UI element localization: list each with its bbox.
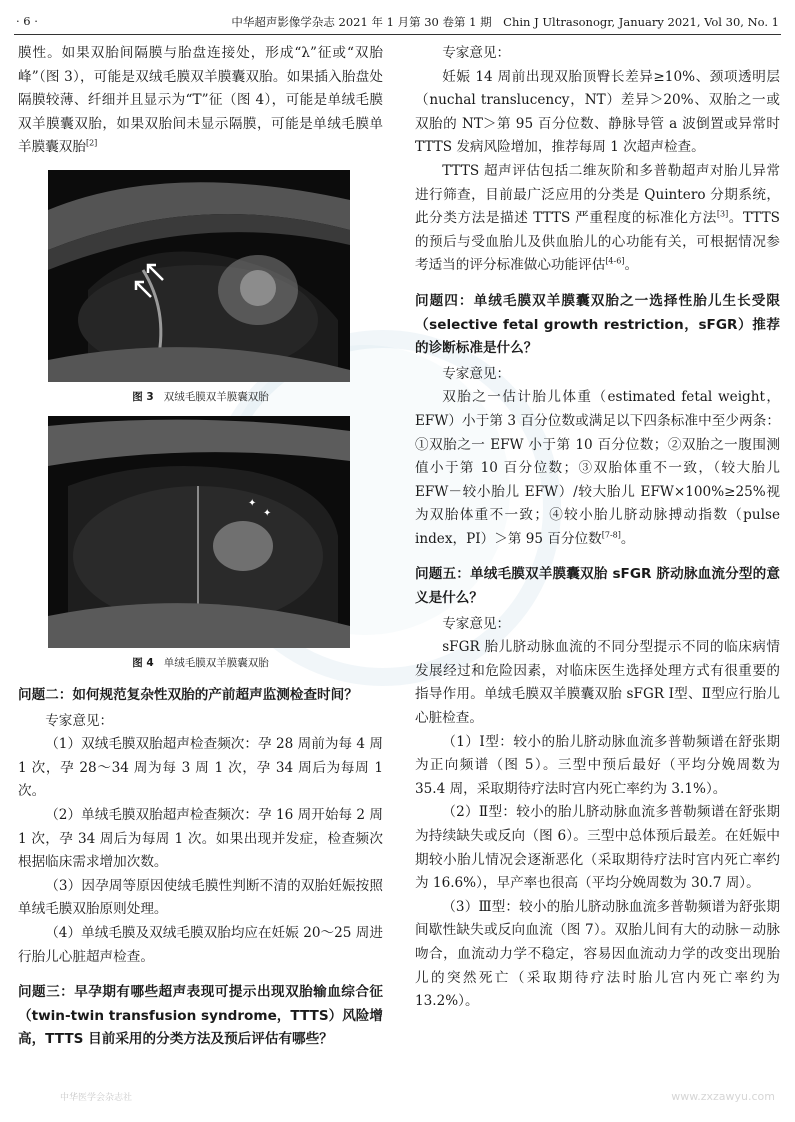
ultrasound-image-fig3	[48, 170, 350, 382]
running-header	[14, 8, 781, 35]
svg-text:✦: ✦	[248, 497, 257, 509]
figure-caption: 图 4 单绒毛膜双羊膜囊双胎	[132, 656, 269, 669]
journal-citation: 中华超声影像学杂志 2021 年 1 月第 30 卷第 1 期 Chin J Ultrasonogr, January 2021, Vol 30, No. 1	[231, 15, 779, 29]
left-column	[18, 42, 383, 1054]
right-column	[415, 42, 780, 1014]
figure-label: 图 3	[132, 390, 154, 403]
expert-opinion-label: 专家意见：	[442, 45, 511, 61]
expert-opinion-label: 专家意见：	[442, 365, 511, 382]
figure-3	[18, 170, 383, 406]
paragraph: （2）单绒毛膜双胎超声检查频次：孕 16 周开始每 2 周 1 次，孕 34 周后为每周 1 次。如果出现并发症，检查频次根据临床需求增加次数。	[18, 806, 383, 871]
paragraph: （1）双绒毛膜双胎超声检查频次：孕 28 周前为每 4 周 1 次，孕 28～34 周为每 3 周 1 次，孕 34 周后为每周 1 次。	[18, 736, 383, 800]
paragraph: 双胎之一估计胎儿体重（estimated fetal weight，EFW）小于第 3 百分位数或满足以下四条标准中至少两条：①双胎之一 EFW 小于第 10 百分位数；②双胎之一腹围测值小于第 10 百分位数；③双胎体重不一致，（较大胎儿 EFW－较小胎儿 EFW）/较大胎儿 EFW×100%≥25%视为双胎体重不一致；④较小胎儿脐动脉搏动指数（pulse index，PI）＞第 95 百分位数[7-8]。	[415, 389, 780, 547]
paragraph: sFGR 胎儿脐动脉血流的不同分型提示不同的临床病情发展经过和危险因素，对临床医生选择处理方式有很重要的指导作用。单绒毛膜双羊膜囊双胎 sFGR Ⅰ型、Ⅱ型应行胎儿心脏检查。	[415, 639, 780, 727]
paragraph: （2）Ⅱ型：较小的胎儿脐动脉血流多普勒频谱在舒张期为持续缺失或反向（图 6）。三型中总体预后最差。在妊娠中期较小胎儿情况会逐渐恶化（采取期待疗法时宫内死亡率约为 16.6%），早产率也很高（平均分娩周数为 30.7 周）。	[415, 804, 780, 892]
reference: [7-8]	[601, 530, 621, 540]
reference: [3]	[716, 209, 729, 219]
section-heading-q5: 问题五：单绒毛膜双羊膜囊双胎 sFGR 脐动脉血流分型的意义是什么？	[415, 566, 780, 607]
section-heading-q4: 问题四：单绒毛膜双羊膜囊双胎之一选择性胎儿生长受限（selective fetal growth restriction，sFGR）推荐的诊断标准是什么？	[415, 292, 780, 357]
paragraph: （3）Ⅲ型：较小的胎儿脐动脉血流多普勒频谱为舒张期间歇性缺失或反向血流（图 7）。双胎儿间有大的动脉－动脉吻合，血流动力学不稳定，容易因血流动力学的改变出现胎儿的突然死亡（采取期待疗法时胎儿宫内死亡率约为 13.2%）。	[415, 898, 780, 1010]
expert-opinion-label: 专家意见：	[442, 615, 511, 632]
paragraph: （3）因孕周等原因使绒毛膜性判断不清的双胎妊娠按照单绒毛膜双胎原则处理。	[18, 877, 383, 918]
footer-watermark-right: www.zxzawyu.com	[671, 1090, 775, 1103]
figure-label: 图 4	[132, 656, 154, 669]
paragraph: TTTS 超声评估包括二维灰阶和多普勒超声对胎儿异常进行筛查，目前最广泛应用的分类是 Quintero 分期系统，此分类方法是描述 TTTS 严重程度的标准化方法[3]。TTTS 的预后与受血胎儿及供血胎儿的心功能有关，可根据情况参考适当的评分标准做心功能评估[4-6]。	[415, 162, 780, 274]
svg-text:✦: ✦	[263, 507, 272, 519]
figure-caption: 图 3 双绒毛膜双羊膜囊双胎	[132, 390, 269, 403]
figure-4	[18, 416, 383, 672]
section-heading-q2: 问题二：如何规范复杂性双胎的产前超声监测检查时间？	[18, 686, 358, 703]
paragraph: 妊娠 14 周前出现双胎顶臀长差异≥10%、颈项透明层（nuchal translucency，NT）差异＞20%、双胎之一或双胎的 NT＞第 95 百分位数、静脉导管 a 波倒置或异常时 TTTS 发病风险增加，推荐每周 1 次超声检查。	[415, 68, 780, 156]
reference: [4-6]	[605, 256, 625, 266]
ultrasound-image-fig4	[48, 416, 350, 648]
section-heading-q3: 问题三：早孕期有哪些超声表现可提示出现双胎输血综合征（twin-twin transfusion syndrome，TTTS）风险增高，TTTS 目前采用的分类方法及预后评估有哪些？	[18, 984, 383, 1048]
paragraph: （1）Ⅰ型：较小的胎儿脐动脉血流多普勒频谱在舒张期为正向频谱（图 5）。三型中预后最好（平均分娩周数为 35.4 周，采取期待疗法时宫内死亡率约为 3.1%）。	[415, 733, 780, 797]
page-number: · 6 ·	[16, 14, 38, 28]
expert-opinion-label: 专家意见：	[45, 712, 114, 729]
footer-watermark-left: 中华医学会杂志社	[60, 1093, 133, 1103]
reference: [2]	[85, 138, 98, 148]
paragraph: 膜性。如果双胎间隔膜与胎盘连接处，形成“λ”征或“双胎峰”（图 3），可能是双绒毛膜双羊膜囊双胎。如果插入胎盘处隔膜较薄、纤细并且显示为“T”征（图 4），可能是单绒毛膜双羊膜囊双胎，如果双胎间未显示隔膜，可能是单绒毛膜单羊膜囊双胎[2]	[18, 45, 383, 156]
paragraph: （4）单绒毛膜及双绒毛膜双胎均应在妊娠 20～25 周进行胎儿心脏超声检查。	[18, 924, 383, 965]
